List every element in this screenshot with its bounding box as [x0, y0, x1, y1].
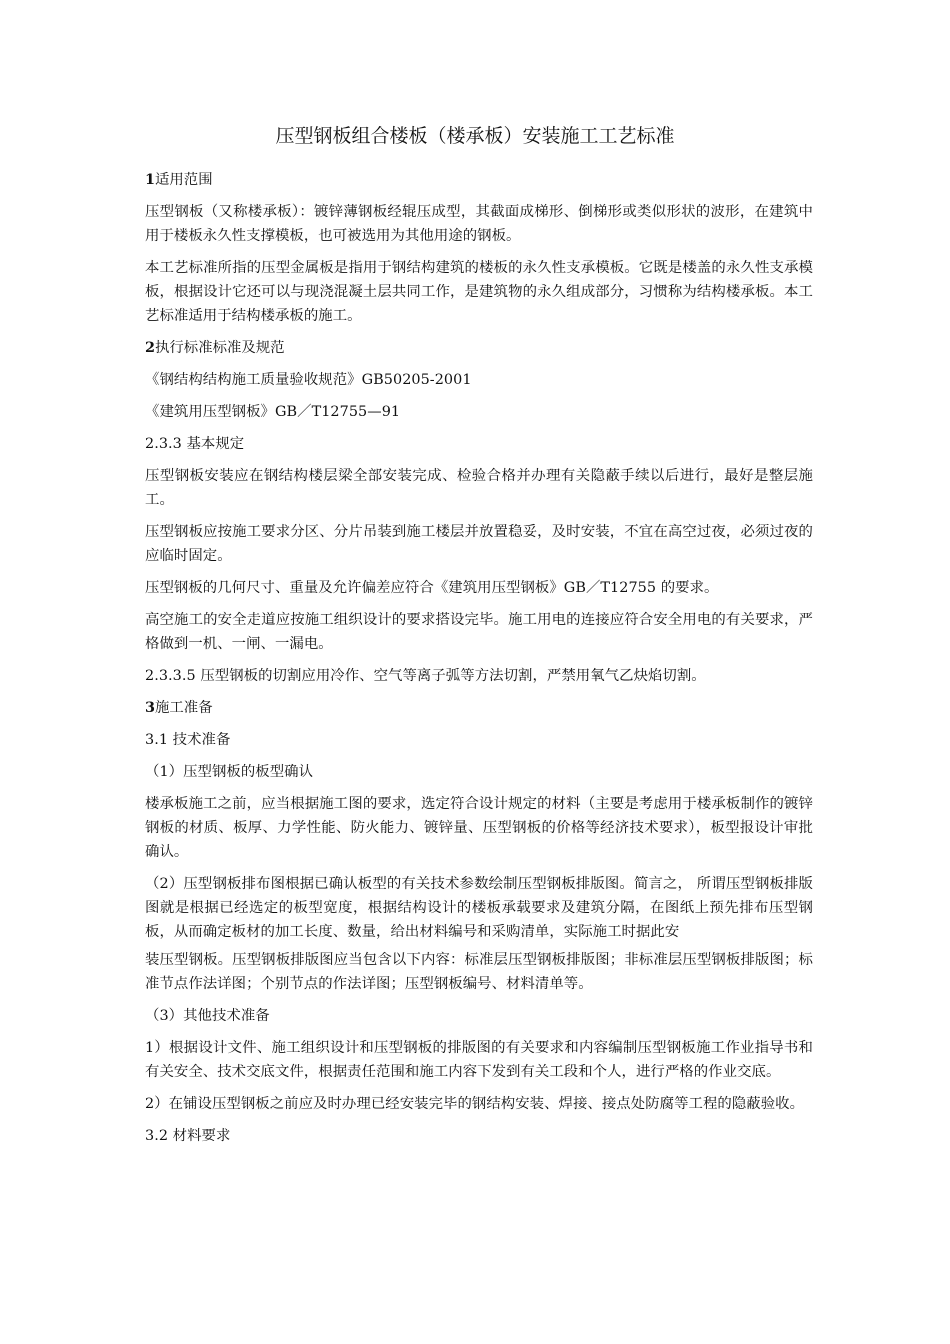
paragraph: 装压型钢板。压型钢板排版图应当包含以下内容：标准层压型钢板排版图；非标准层压型钢板排版图；标准节点作法详图；个别节点的作法详图；压型钢板编号、材料清单等。 — [145, 952, 813, 992]
section-heading-3 — [145, 696, 813, 720]
paragraph: 压型钢板应按施工要求分区、分片吊装到施工楼层并放置稳妥，及时安装，不宜在高空过夜，必须过夜的应临时固定。 — [145, 524, 813, 564]
section-number: 1 — [145, 171, 156, 188]
paragraph: 楼承板施工之前，应当根据施工图的要求，选定符合设计规定的材料（主要是考虑用于楼承板制作的镀锌钢板的材质、板厚、力学性能、防火能力、镀锌量、压型钢板的价格等经济技术要求），板型报设计审批确认。 — [145, 796, 813, 860]
paragraph: 压型钢板（又称楼承板）：镀锌薄钢板经辊压成型，其截面成梯形、倒梯形或类似形状的波形，在建筑中用于楼板永久性支撑模板，也可被选用为其他用途的钢板。 — [145, 204, 813, 244]
standard-reference: 《建筑用压型钢板》GB／T12755—91 — [145, 404, 401, 420]
paragraph: 压型钢板安装应在钢结构楼层梁全部安装完成、检验合格并办理有关隐蔽手续以后进行，最好是整层施工。 — [145, 468, 813, 508]
subsection-heading: 2.3.3 基本规定 — [145, 436, 245, 452]
section-title: 施工准备 — [155, 700, 213, 716]
item-heading: （1）压型钢板的板型确认 — [145, 764, 314, 780]
subsection-heading: 3.1 技术准备 — [145, 732, 231, 748]
paragraph: 高空施工的安全走道应按施工组织设计的要求搭设完毕。施工用电的连接应符合安全用电的有关要求，严格做到一机、一闸、一漏电。 — [145, 612, 813, 652]
section-title: 适用范围 — [155, 172, 213, 188]
document-body — [145, 168, 813, 1156]
subsection-heading: 3.2 材料要求 — [145, 1128, 231, 1144]
document-title: 压型钢板组合楼板（楼承板）安装施工工艺标准 — [275, 125, 675, 147]
paragraph: 压型钢板的几何尺寸、重量及允许偏差应符合《建筑用压型钢板》GB／T12755 的要求。 — [145, 580, 719, 596]
section-title: 执行标准标准及规范 — [155, 340, 285, 356]
paragraph: 2.3.3.5 压型钢板的切割应用冷作、空气等离子弧等方法切割，严禁用氧气乙炔焰切割。 — [145, 668, 706, 684]
paragraph: 本工艺标准所指的压型金属板是指用于钢结构建筑的楼板的永久性支承模板。它既是楼盖的永久性支承模板，根据设计它还可以与现浇混凝土层共同工作，是建筑物的永久组成部分，习惯称为结构楼承板。本工艺标准适用于结构楼承板的施工。 — [145, 260, 813, 324]
section-heading-1 — [145, 168, 813, 192]
section-heading-2 — [145, 336, 813, 360]
paragraph: （2）压型钢板排布图根据已确认板型的有关技术参数绘制压型钢板排版图。简言之， 所谓压型钢板排版图就是根据已经选定的板型宽度，根据结构设计的楼板承载要求及建筑分隔，在图纸上预先排布压型钢板，从而确定板材的加工长度、数量，给出材料编号和采购清单，实际施工时据此安 — [145, 876, 813, 940]
standard-reference: 《钢结构结构施工质量验收规范》GB50205-2001 — [145, 372, 472, 388]
section-number: 2 — [145, 339, 156, 356]
paragraph: 1）根据设计文件、施工组织设计和压型钢板的排版图的有关要求和内容编制压型钢板施工作业指导书和有关安全、技术交底文件，根据责任范围和施工内容下发到有关工段和个人，进行严格的作业交底。 — [145, 1040, 813, 1080]
paragraph: 2）在铺设压型钢板之前应及时办理已经安装完毕的钢结构安装、焊接、接点处防腐等工程的隐蔽验收。 — [145, 1096, 805, 1112]
section-number: 3 — [145, 699, 156, 716]
item-heading: （3）其他技术准备 — [145, 1008, 270, 1024]
